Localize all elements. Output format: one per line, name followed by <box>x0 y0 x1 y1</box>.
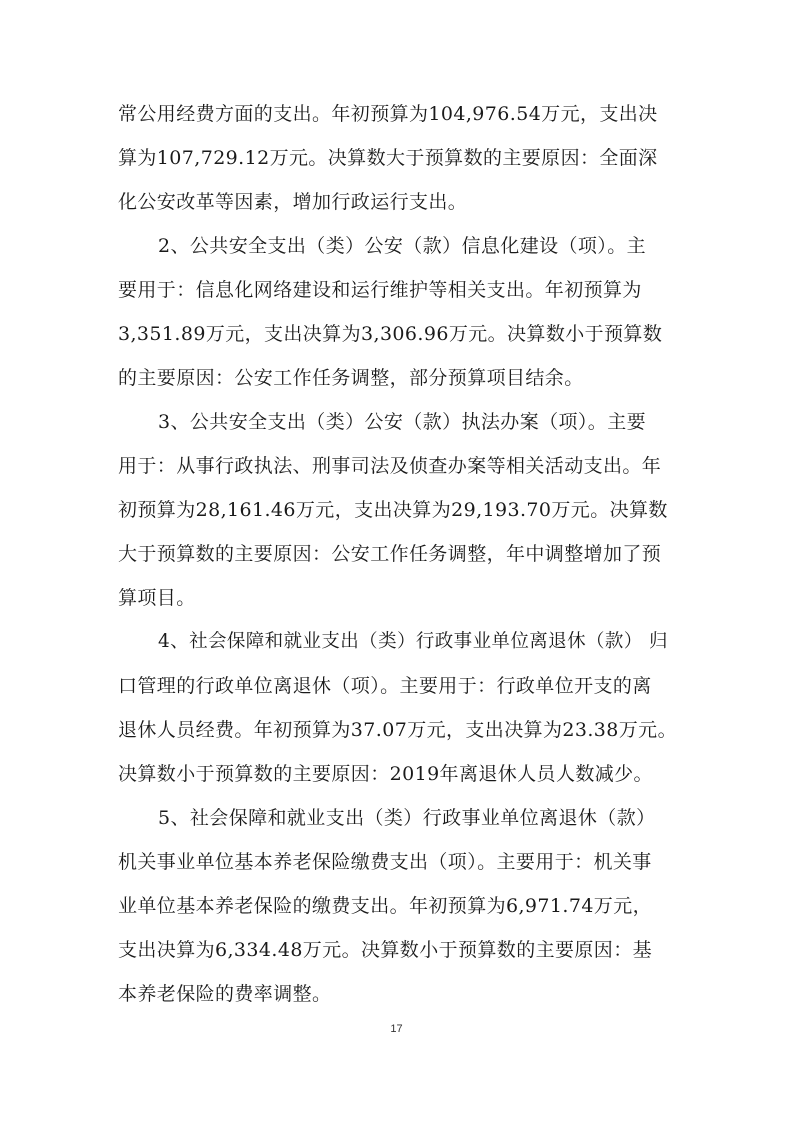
text-line: 大于预算数的主要原因：公安工作任务调整，年中调整增加了预 <box>118 543 662 565</box>
text-line: 支出决算为6,334.48万元。决算数小于预算数的主要原因：基 <box>118 939 653 961</box>
text-line: 化公安改革等因素，增加行政运行支出。 <box>118 191 468 213</box>
text-line: 的主要原因：公安工作任务调整，部分预算项目结余。 <box>118 367 584 389</box>
text-line: 算为107,729.12万元。决算数大于预算数的主要原因：全面深 <box>118 147 658 169</box>
text-line: 初预算为28,161.46万元，支出决算为29,193.70万元。决算数 <box>118 499 668 521</box>
paragraph-4-start: 4、社会保障和就业支出（类）行政事业单位离退休（款） 归 <box>158 631 668 652</box>
text-line: 决算数小于预算数的主要原因：2019年离退休人员人数减少。 <box>118 763 653 785</box>
text-line: 机关事业单位基本养老保险缴费支出（项）。主要用于：机关事 <box>118 851 652 873</box>
text-line: 3,351.89万元，支出决算为3,306.96万元。决算数小于预算数 <box>118 323 663 345</box>
text-line: 用于：从事行政执法、刑事司法及侦查办案等相关活动支出。年 <box>118 455 662 477</box>
text-line: 要用于：信息化网络建设和运行维护等相关支出。年初预算为 <box>118 279 642 301</box>
text-line: 常公用经费方面的支出。年初预算为104,976.54万元，支出决 <box>118 103 658 125</box>
text-line: 算项目。 <box>118 587 196 609</box>
text-line: 退休人员经费。年初预算为37.07万元，支出决算为23.38万元。 <box>118 719 677 741</box>
paragraph-2-start: 2、公共安全支出（类）公安（款）信息化建设（项）。主 <box>158 235 646 257</box>
text-line: 本养老保险的费率调整。 <box>118 983 332 1005</box>
paragraph-5-start: 5、社会保障和就业支出（类）行政事业单位离退休（款） <box>158 807 656 829</box>
text-line: 业单位基本养老保险的缴费支出。年初预算为6,971.74万元， <box>118 895 653 917</box>
paragraph-3-start: 3、公共安全支出（类）公安（款）执法办案（项）。主要 <box>158 411 646 433</box>
text-line: 口管理的行政单位离退休（项）。主要用于：行政单位开支的离 <box>118 675 652 697</box>
page-number: 17 <box>390 1023 403 1035</box>
